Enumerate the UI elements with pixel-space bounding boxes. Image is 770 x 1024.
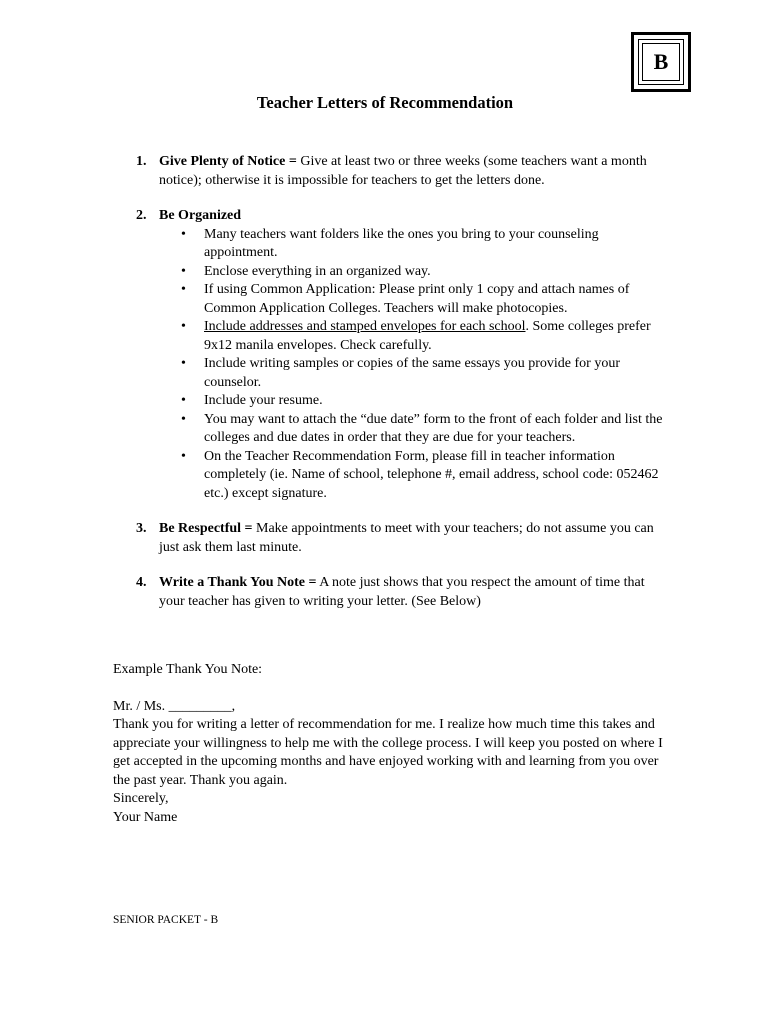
bullet-item (181, 226, 666, 263)
tip-number: 1. (136, 154, 147, 169)
tip-heading: Write a Thank You Note = (159, 575, 317, 590)
bullet-text: Many teachers want folders like the ones you bring to your counseling appointment. (204, 226, 599, 260)
bullet-icon: • (181, 226, 186, 242)
tip-text: Make appointments to meet with your teachers; do not assume you can just ask them last minute. (159, 521, 654, 555)
bullet-text: Include writing samples or copies of the same essays you provide for your counselor. (204, 356, 621, 390)
bullet-text: Enclose everything in an organized way. (204, 263, 431, 279)
tips-list (136, 153, 666, 611)
bullet-icon: • (181, 448, 186, 464)
bullet-text: On the Teacher Recommendation Form, please fill in teacher information completely (ie. Name of school, telephone #, email address, school code: 052462 etc.) except signature. (204, 448, 659, 501)
tip-heading: Give Plenty of Notice = (159, 154, 297, 169)
bullet-icon: • (181, 319, 186, 334)
example-note (113, 661, 673, 827)
bullet-item (181, 448, 666, 504)
bullet-icon: • (181, 393, 186, 408)
bullet-text: If using Common Application: Please print only 1 copy and attach names of Common Application Colleges. Teachers will make photocopies. (204, 282, 630, 316)
section-badge-letter: B (642, 43, 680, 81)
bullet-icon: • (181, 356, 186, 371)
note-closing: Sincerely, (113, 791, 169, 806)
bullet-item (181, 355, 666, 392)
tip-item-thank-you (136, 574, 666, 611)
section-badge-frame (638, 39, 684, 85)
tip-item-respectful (136, 520, 666, 557)
bullet-text: . Some colleges prefer 9x12 manila envelopes. Check carefully. (204, 319, 651, 353)
bullet-item (181, 392, 666, 411)
bullet-item (181, 318, 666, 355)
bullet-item (181, 281, 666, 318)
bullet-text: You may want to attach the “due date” form to the front of each folder and list the colleges and due dates in order that they are due for your teachers. (204, 411, 663, 445)
tip-heading: Be Respectful = (159, 521, 253, 536)
bullet-text: Include your resume. (204, 393, 323, 408)
example-heading: Example Thank You Note: (113, 662, 263, 677)
tip-item-organized (136, 207, 666, 503)
section-badge (631, 32, 691, 92)
note-salutation: Mr. / Ms. _________, (113, 698, 236, 714)
tip-number: 4. (136, 575, 147, 590)
page-title: Teacher Letters of Recommendation (256, 93, 514, 112)
note-signature: Your Name (113, 809, 178, 825)
tip-item-notice (136, 153, 666, 190)
tip-number: 3. (136, 521, 147, 536)
tip-text: Give at least two or three weeks (some teachers want a month notice); otherwise it is impossible for teachers to get the letters done. (159, 154, 647, 188)
bullet-icon: • (181, 263, 186, 279)
bullet-item (181, 411, 666, 448)
tip-number: 2. (136, 208, 147, 223)
tip-text: A note just shows that you respect the amount of time that your teacher has given to writing your letter. (See Below) (159, 575, 645, 609)
bullet-icon: • (181, 411, 186, 427)
note-body: Thank you for writing a letter of recommendation for me. I realize how much time this takes and appreciate your willingness to help me with the college process. I will keep you posted on where I get accepted in the upcoming months and have enjoyed working with and learning from you over the past year. Thank you again. (113, 717, 663, 788)
bullet-icon: • (181, 282, 186, 297)
page-footer: SENIOR PACKET - B (113, 914, 219, 926)
bullet-list (159, 226, 666, 504)
bullet-underlined-text: Include addresses and stamped envelopes for each school (204, 319, 526, 334)
bullet-item (181, 263, 666, 282)
tip-heading: Be Organized (159, 208, 242, 223)
